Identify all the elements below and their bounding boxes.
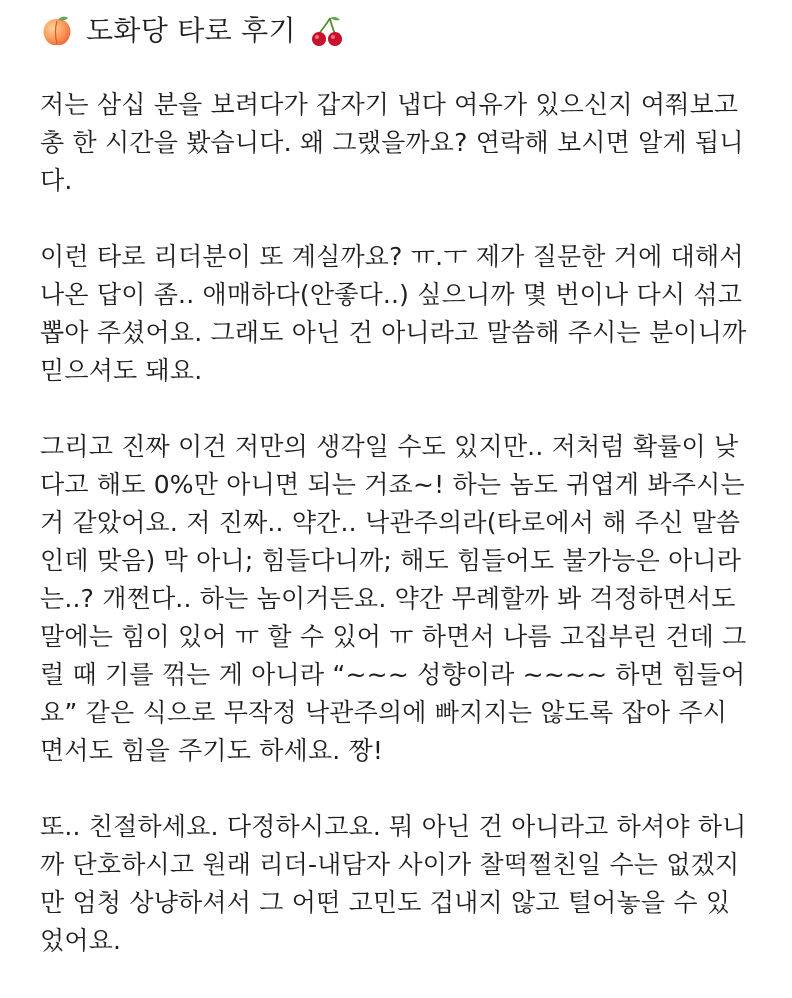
text-line: 다고 해도 0%만 아니면 되는 거죠~! 하는 놈도 귀엽게 봐주시는 xyxy=(40,470,745,499)
text-line: 총 한 시간을 봤습니다. 왜 그랬을까요? 연락해 보시면 알게 됩니 xyxy=(40,128,744,157)
text-line: 믿으셔도 돼요. xyxy=(40,356,203,385)
text-line: 이런 타로 리더분이 또 계실까요? ㅠ.ㅜ 제가 질문한 거에 대해서 xyxy=(40,242,744,271)
post-title: 도화당 타로 후기 xyxy=(86,14,296,47)
paragraph-3 xyxy=(40,428,780,770)
cherries-icon xyxy=(310,14,344,48)
paragraph-4 xyxy=(40,808,780,960)
text-line: 인데 맞음) 막 아니; 힘들다니까; 해도 힘들어도 불가능은 아니라 xyxy=(40,546,742,575)
text-line: 다. xyxy=(40,166,73,195)
post-body xyxy=(40,86,780,960)
text-line: 만 엄청 상냥하셔서 그 어떤 고민도 겁내지 않고 털어놓을 수 있 xyxy=(40,888,731,917)
text-line: 뽑아 주셨어요. 그래도 아닌 건 아니라고 말씀해 주시는 분이니까 xyxy=(40,318,747,347)
text-line: 었어요. xyxy=(40,926,122,955)
paragraph-1 xyxy=(40,86,780,200)
text-line: 면서도 힘을 주기도 하세요. 짱! xyxy=(40,736,384,765)
text-line: 또.. 친절하세요. 다정하시고요. 뭐 아닌 건 아니라고 하셔야 하니 xyxy=(40,812,747,841)
text-line: 럴 때 기를 꺾는 게 아니라 “~~~ 성향이라 ~~~~ 하면 힘들어 xyxy=(40,660,746,689)
text-line: 요” 같은 식으로 무작정 낙관주의에 빠지지는 않도록 잡아 주시 xyxy=(40,698,728,727)
text-line: 나온 답이 좀.. 애매하다(안좋다..) 싶으니까 몇 번이나 다시 섞고 xyxy=(40,280,743,309)
text-line: 는..? 개쩐다.. 하는 놈이거든요. 약간 무례할까 봐 걱정하면서도 xyxy=(40,584,736,613)
peach-icon xyxy=(40,14,74,48)
text-line: 말에는 힘이 있어 ㅠ 할 수 있어 ㅠ 하면서 나름 고집부린 건데 그 xyxy=(40,622,747,651)
review-post xyxy=(40,12,780,998)
paragraph-2 xyxy=(40,238,780,390)
post-title-row xyxy=(40,12,780,50)
text-line: 까 단호하시고 원래 리더-내담자 사이가 찰떡쩔친일 수는 없겠지 xyxy=(40,850,740,879)
text-line: 저는 삼십 분을 보려다가 갑자기 냅다 여유가 있으신지 여쭤보고 xyxy=(40,90,739,119)
text-line: 그리고 진짜 이건 저만의 생각일 수도 있지만.. 저처럼 확률이 낮 xyxy=(40,432,739,461)
text-line: 거 같았어요. 저 진짜.. 약간.. 낙관주의라(타로에서 해 주신 말씀 xyxy=(40,508,741,537)
